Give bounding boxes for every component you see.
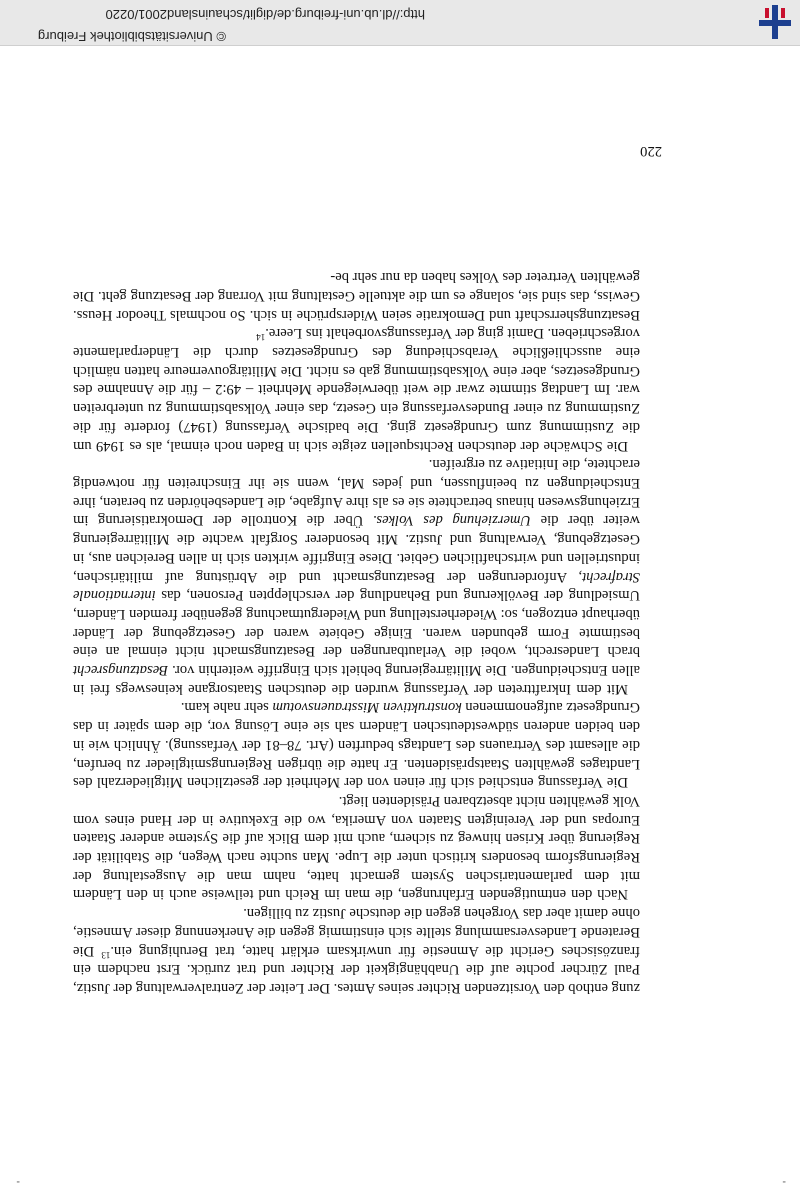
edge-mark-left: - <box>16 1176 20 1188</box>
copyright-notice: © Universitätsbibliothek Freiburg <box>37 29 226 44</box>
paragraph-1: zung enthob den Vorsitzenden Richter seines Amtes. Der Leiter der Zentralverwaltung der Justiz, Paul Zürcher pochte auf die Unabhängigkeit der Richter und trat zurück. Erst nachdem ein französisches Gericht die Amnestie für unwirksam erklärt hatte, trat Beruhigung ein.$^{13}$ Die Beratende Landesversammlung stellte sich einstimmig gegen die Anerkennung dieser Amnestie, ohne damit aber das Vorgehen gegen die deutsche Justiz zu billigen. <box>73 905 640 996</box>
footnote-ref-13: 13 <box>101 949 111 960</box>
paragraph-5: Die Schwäche der deutschen Rechtsquellen zeigte sich in Baden noch einmal, als es 1949 um die Zustimmung zum Grundgesetz ging. Die badische Verfassung (1947) forderte für die Zustimmung zu einer Bundesverfassung ein Gesetz, das einer Volksabstimmung zu unterbreiten war. Im Landtag stimmte zwar die weit überwiegende Mehrheit – 49:2 – für die Annahme des Grundgesetzes, aber eine Volksabstimmung gab es nicht. Die Militärgouverneure hatten nämlich eine ausschließliche Verabschiedung des Grundgesetzes durch die Länderparlamente vorgeschrieben. Damit ging der Verfassungsvorbehalt ins Leere.$^{14}$ <box>73 325 640 454</box>
page-number: 220 <box>640 143 662 159</box>
paragraph-3: Die Verfassung entschied sich für einen von der Mehrheit der gesetzlichen Mitgliederzahl des Landtages gewählten Staatspräsidenten. Er hatte die übrigen Regierungsmitglieder zu berufen, die allesamt des Vertrauens des Landtags bedurften (Art. 78–81 der Verfassung). Ähnlich wie in den beiden anderen südwestdeutschen Ländern sah sie eine Lösung vor, die dem später in das Grundgesetz aufgenommenen konstruktiven Misstrauensvotum sehr nahe kam. <box>73 699 640 791</box>
paragraph-2: Nach den entmutigenden Erfahrungen, die man im Reich und teilweise auch in den Ländern mit dem parlamentarischen System gemacht hatte, nahm man die Ausgestaltung der Regierungsform besonders kritisch unter die Lupe. Man suchte nach Wegen, die Stabilität der Regierung über Krisen hinweg zu sichern, auch mit dem Blick auf die Systeme anderer Staaten Europas und der Vereinigten Staaten von Amerika, wo die Exekutive in der Hand eines vom Volk gewählten nicht absetzbaren Präsidenten liegt. <box>73 792 640 903</box>
page-url-link[interactable]: http://dl.ub.uni-freiburg.de/diglit/schauinsland2001/0220 <box>105 7 425 22</box>
university-logo-icon <box>755 2 795 42</box>
body-text <box>73 268 640 997</box>
footnote-ref-14: 14 <box>256 332 266 343</box>
paragraph-6: Besatzungsherrschaft und Demokratie seien Widersprüche in sich. So nochmals Theodor Heuss. Gewiss, das sind sie, solange es um die aktuelle Gestaltung mit Vorrang der Besatzung geht. Die gewählten Vertreter des Volkes haben da nur sehr be- <box>73 269 640 323</box>
paragraph-4: Mit dem Inkrafttreten der Verfassung wurden die deutschen Staatsorgane keineswegs frei in allen Entscheidungen. Die Militärregierung behielt sich Eingriffe weiterhin vor. Besatzungsrecht brach Landesrecht, wobei die Verlautbarungen der Besatzungsmacht nicht einmal an eine bestimmte Form gebunden waren. Einige Gebiete waren der Gesetzgebung der Länder überhaupt entzogen, so: Wiederherstellung und Wiedergutmachung gegenüber fremden Ländern, Umsiedlung der Bevölkerung und Behandlung der verschleppten Personen, das internationale Strafrecht, Anforderungen der Besatzungsmacht und die Abrüstung auf militärischen, industriellen und wirtschaftlichen Gebiet. Diese Eingriffe wirkten sich in allen Bereichen aus, in Gesetzgebung, Verwaltung und Justiz. Mit besonderer Sorgfalt wachte die Militärregierung weiter über die Umerziehung des Volkes. Über die Kontrolle der Demokratisierung im Erziehungswesen hinaus betrachtete sie es als ihre Aufgabe, die Landesbehörden zu beraten, ihre Entscheidungen zu beeinflussen, und jedes Mal, wenn sie ihr Einschreiten für notwendig erachtete, die Initiative zu ergreifen. <box>73 456 640 697</box>
edge-mark-right: - <box>782 1176 786 1188</box>
